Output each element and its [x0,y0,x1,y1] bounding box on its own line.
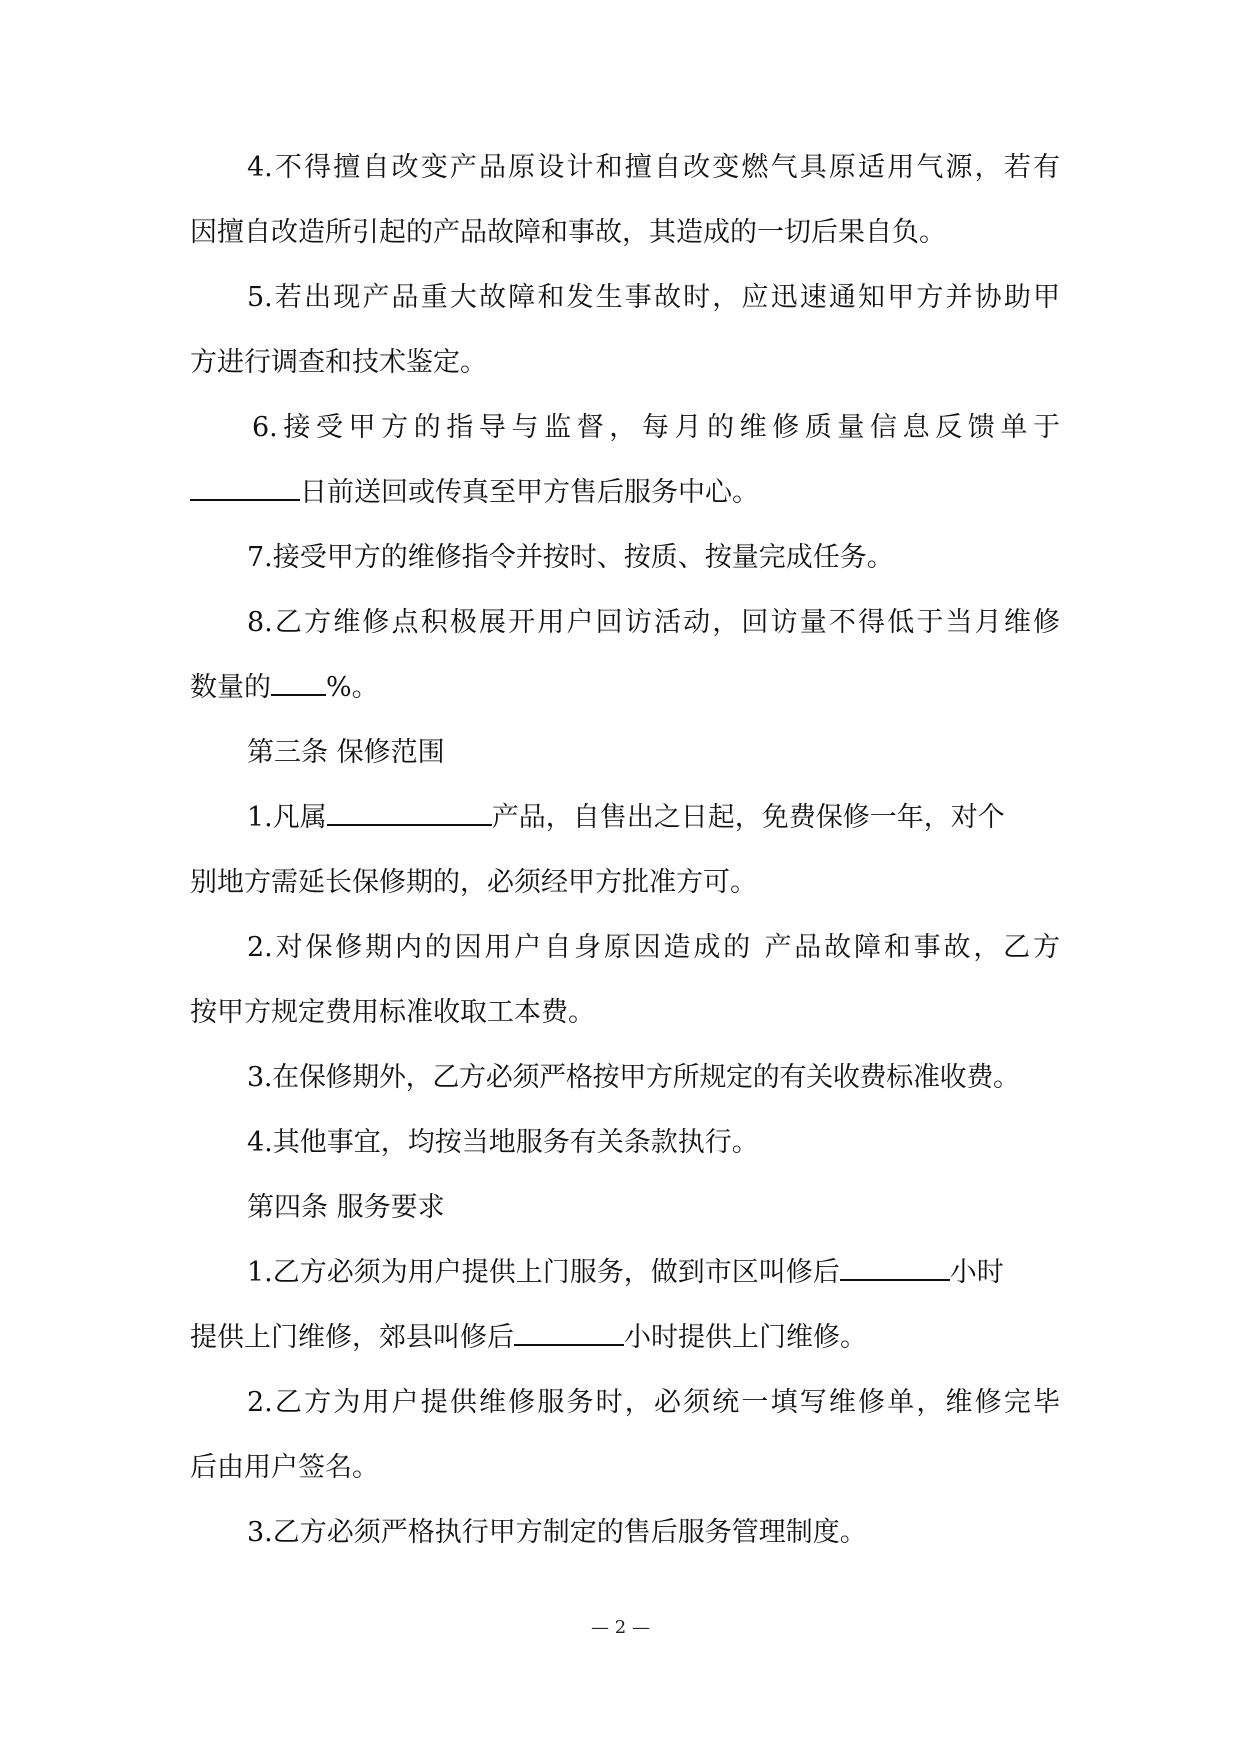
paragraph-line: 7.接受甲方的维修指令并按时、按质、按量完成任务。 [247,542,894,573]
paragraph-line-text: 数量的 [190,672,271,703]
paragraph-line: 别地方需延长保修期的，必须经甲方批准方可。 [190,867,757,898]
paragraph-line-text: 小时 [949,1257,1004,1288]
section-heading: 第三条 保修范围 [247,737,445,768]
paragraph-line: 2.乙方为用户提供维修服务时，必须统一填写维修单，维修完毕 [247,1387,1060,1418]
paragraph-line [190,1255,1060,1291]
paragraph-line: 3.在保修期外，乙方必须严格按甲方所规定的有关收费标准收费。 [247,1062,1020,1093]
fill-in-blank [514,1320,624,1346]
paragraph-line: 4.不得擅自改变产品原设计和擅自改变燃气具原适用气源，若有 [247,152,1060,183]
section-heading: 第四条 服务要求 [247,1192,445,1223]
paragraph-line-text: 小时提供上门维修。 [624,1322,867,1353]
paragraph-line-text: %。 [326,672,379,703]
paragraph-line: 因擅自改造所引起的产品故障和事故，其造成的一切后果自负。 [190,217,946,248]
paragraph-line [190,1320,1060,1356]
paragraph-line: 6.接受甲方的指导与监督，每月的维修质量信息反馈单于 [252,412,1060,443]
paragraph-line-text: 1.凡属 [247,802,327,833]
paragraph-line-text: 1.乙方必须为用户提供上门服务，做到市区叫修后 [247,1257,840,1288]
paragraph-line: 2.对保修期内的因用户自身原因造成的 产品故障和事故，乙方 [247,932,1060,963]
fill-in-blank [190,475,300,501]
page-number: — 2 — [591,1617,650,1638]
document-body [190,150,1060,1580]
fill-in-blank [327,800,492,826]
paragraph-line: 5.若出现产品重大故障和发生事故时，应迅速通知甲方并协助甲 [247,282,1060,313]
paragraph-line-text: 日前送回或传真至甲方售后服务中心。 [300,477,759,508]
paragraph-line: 3.乙方必须严格执行甲方制定的售后服务管理制度。 [247,1517,867,1548]
fill-in-blank [271,670,326,696]
paragraph-line [190,670,1060,706]
paragraph-line: 后由用户签名。 [190,1452,379,1483]
paragraph-line [190,475,1060,511]
paragraph-line [190,800,1060,836]
paragraph-line: 8.乙方维修点积极展开用户回访活动，回访量不得低于当月维修 [247,607,1060,638]
paragraph-line: 按甲方规定费用标准收取工本费。 [190,997,595,1028]
fill-in-blank [840,1255,950,1281]
paragraph-line-text: 产品，自售出之日起，免费保修一年，对个 [491,802,1005,833]
paragraph-line-text: 提供上门维修，郊县叫修后 [190,1322,514,1353]
paragraph-line: 方进行调查和技术鉴定。 [190,347,487,378]
paragraph-line: 4.其他事宜，均按当地服务有关条款执行。 [247,1127,759,1158]
